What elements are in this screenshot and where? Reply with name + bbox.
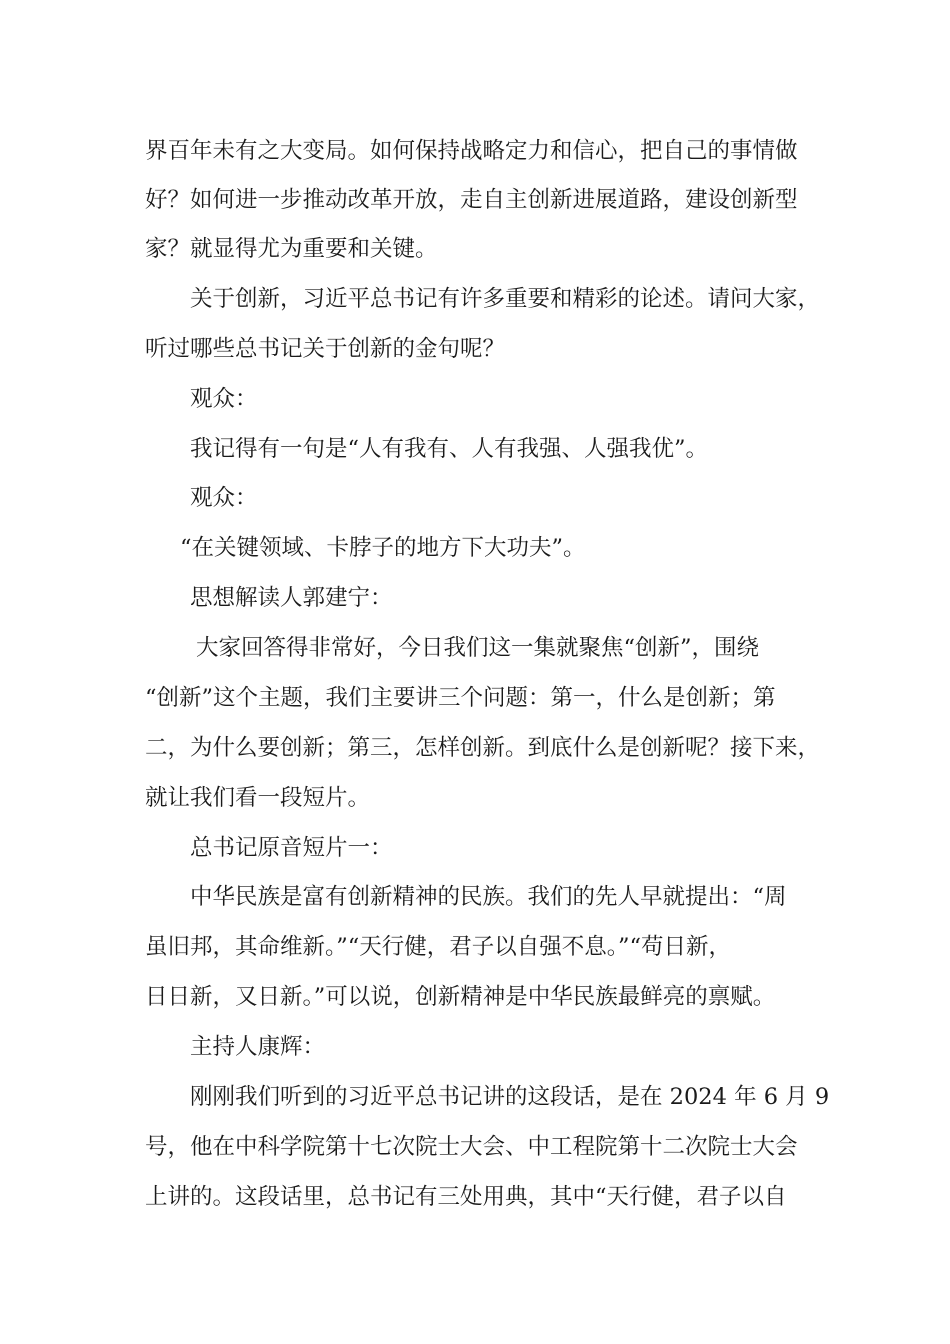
paragraph-line: 好？如何进一步推动改革开放，走自主创新进展道路，建设创新型 xyxy=(145,187,798,213)
speaker-label: 观众： xyxy=(190,485,258,511)
speaker-label: 主持人康辉： xyxy=(190,1034,326,1060)
paragraph-line: “创新”这个主题，我们主要讲三个问题：第一，什么是创新；第 xyxy=(145,685,776,711)
paragraph-line: 我记得有一句是“人有我有、人有我强、人强我优”。 xyxy=(190,436,709,462)
speaker-label: 思想解读人郭建宁： xyxy=(190,585,393,611)
paragraph-line: 号，他在中科学院第十七次院士大会、中工程院第十二次院士大会 xyxy=(145,1134,798,1160)
paragraph-line: 上讲的。这段话里，总书记有三处用典，其中“天行健，君子以自 xyxy=(145,1184,787,1210)
paragraph-line: 关于创新，习近平总书记有许多重要和精彩的论述。请问大家， xyxy=(190,286,821,312)
speaker-label: 总书记原音短片一： xyxy=(190,835,393,861)
speaker-label: 观众： xyxy=(190,386,258,412)
paragraph-line: 大家回答得非常好，今日我们这一集就聚焦“创新”，围绕 xyxy=(196,635,760,661)
paragraph-line: 界百年未有之大变局。如何保持战略定力和信心，把自己的事情做 xyxy=(145,138,798,164)
paragraph-line: 刚刚我们听到的习近平总书记讲的这段话，是在 2024 年 6 月 9 xyxy=(190,1084,830,1110)
paragraph-line: 虽旧邦，其命维新。”“天行健，君子以自强不息。”“苟日新， xyxy=(145,934,732,960)
paragraph-line: 就让我们看一段短片。 xyxy=(145,785,371,811)
paragraph-line: 二，为什么要创新；第三，怎样创新。到底什么是创新呢？接下来， xyxy=(145,735,821,761)
paragraph-line: 听过哪些总书记关于创新的金句呢？ xyxy=(145,336,506,362)
paragraph-line: 日日新，又日新。”可以说，创新精神是中华民族最鲜亮的禀赋。 xyxy=(145,984,776,1010)
paragraph-line: 中华民族是富有创新精神的民族。我们的先人早就提出：“周 xyxy=(190,884,787,910)
paragraph-line: 家？就显得尤为重要和关键。 xyxy=(145,236,438,262)
paragraph-line: “在关键领域、卡脖子的地方下大功夫”。 xyxy=(180,535,586,561)
